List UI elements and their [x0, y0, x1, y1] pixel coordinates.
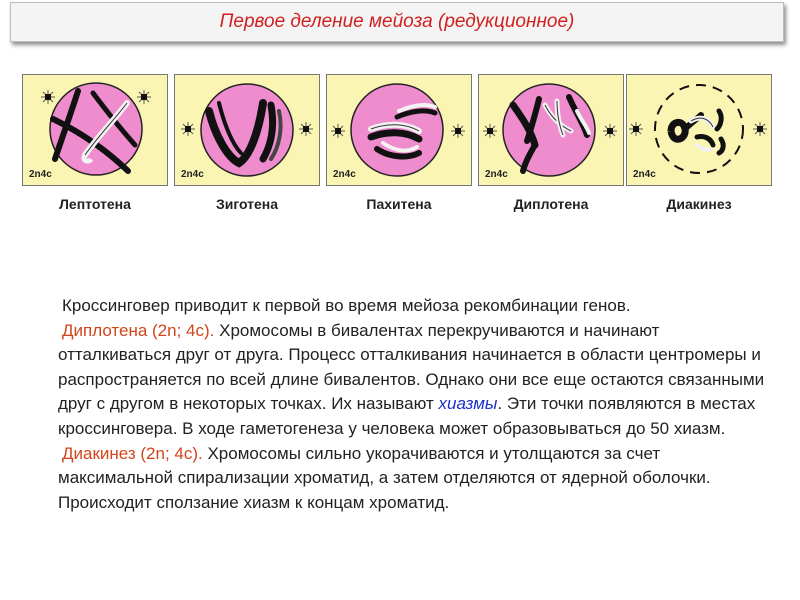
stage-name: Зиготена: [215, 196, 279, 212]
cell-panel-diplotene: [478, 74, 624, 186]
stage-name: Диакинез: [666, 196, 732, 212]
stage-name: Пахитена: [366, 196, 432, 212]
diakinesis-heading: Диакинез (2n; 4c).: [62, 443, 203, 463]
meiosis-stages-figure: [22, 74, 772, 224]
body-text: [58, 294, 770, 515]
paragraph-diakinesis: [58, 442, 770, 516]
cell-panel-leptotene: [22, 74, 168, 186]
cell-panel-diakinesis: [626, 74, 772, 186]
stage-leptotene: [22, 74, 168, 212]
stage-diplotene: [478, 74, 624, 212]
ploidy-label: 2n4c: [633, 169, 656, 180]
paragraph-text: Хромосомы сильно укорачиваются и утолщаются за счет максимальной спирализации хроматид, а затем отделяются от ядерной оболочки. Происходит сползание хиазм к концам хроматид.: [58, 443, 711, 512]
stage-diakinesis: [626, 74, 772, 212]
diplotene-heading: Диплотена (2n; 4c).: [62, 320, 215, 340]
ploidy-label: 2n4c: [485, 169, 508, 180]
stage-name: Диплотена: [513, 196, 589, 212]
ploidy-label: 2n4c: [29, 169, 52, 180]
stage-name: Лептотена: [59, 196, 131, 212]
chiasma-term: хиазмы: [438, 394, 498, 414]
ploidy-label: 2n4c: [333, 169, 356, 180]
stage-pachytene: [326, 74, 472, 212]
stage-zygotene: [174, 74, 320, 212]
ploidy-label: 2n4c: [181, 169, 204, 180]
cell-panel-pachytene: [326, 74, 472, 186]
paragraph-text: . Эти точки появляются в местах кроссинговера. В ходе гаметогенеза у человека может образовываться до 50 хиазм.: [58, 394, 756, 438]
slide-title: Первое деление мейоза (редукционное): [10, 2, 784, 42]
paragraph-diplotene: [58, 319, 770, 442]
cell-panel-zygotene: [174, 74, 320, 186]
paragraph-crossing-over: [58, 294, 770, 319]
paragraph-text: Хромосомы в бивалентах перекручиваются и начинают отталкиваться друг от друга. Процесс отталкивания начинается в области центромеры и распространяется по всей длине бивалентов. Однако они все еще остаются связанными друг с другом в некоторых точках. Их называют: [58, 320, 765, 414]
paragraph-text: Кроссинговер приводит к первой во время мейоза рекомбинации генов.: [62, 296, 631, 315]
